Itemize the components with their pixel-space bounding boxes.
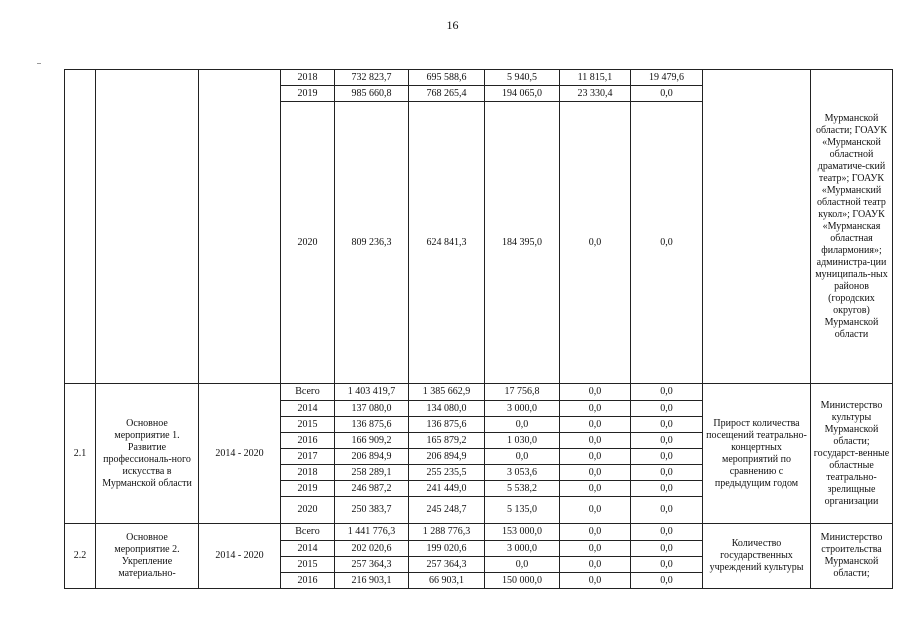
local-budget-cell: 0,0: [560, 401, 631, 417]
federal-budget-cell: 150 000,0: [485, 573, 560, 589]
total-cell: 732 823,7: [335, 70, 409, 86]
year-cell: 2020: [281, 497, 335, 524]
federal-budget-cell: 194 065,0: [485, 86, 560, 102]
other-sources-cell: 0,0: [631, 541, 703, 557]
local-budget-cell: 0,0: [560, 557, 631, 573]
local-budget-cell: 0,0: [560, 573, 631, 589]
total-cell: 250 383,7: [335, 497, 409, 524]
total-cell: 137 080,0: [335, 401, 409, 417]
local-budget-cell: 0,0: [560, 481, 631, 497]
other-sources-cell: 0,0: [631, 497, 703, 524]
local-budget-cell: 11 815,1: [560, 70, 631, 86]
year-cell: 2015: [281, 417, 335, 433]
total-cell: 216 903,1: [335, 573, 409, 589]
federal-budget-cell: 17 756,8: [485, 384, 560, 401]
total-cell: 202 020,6: [335, 541, 409, 557]
year-cell: 2019: [281, 481, 335, 497]
federal-budget-cell: 1 030,0: [485, 433, 560, 449]
federal-budget-cell: 0,0: [485, 417, 560, 433]
continued-section: [65, 70, 893, 384]
regional-budget-cell: 245 248,7: [409, 497, 485, 524]
measure-2-2: [65, 524, 893, 589]
federal-budget-cell: 3 000,0: [485, 541, 560, 557]
other-sources-cell: 0,0: [631, 384, 703, 401]
federal-budget-cell: 3 000,0: [485, 401, 560, 417]
regional-budget-cell: 1 288 776,3: [409, 524, 485, 541]
other-sources-cell: 19 479,6: [631, 70, 703, 86]
year-cell: 2015: [281, 557, 335, 573]
federal-budget-cell: 5 135,0: [485, 497, 560, 524]
regional-budget-cell: 136 875,6: [409, 417, 485, 433]
table-row: [65, 524, 893, 541]
total-cell: 166 909,2: [335, 433, 409, 449]
local-budget-cell: 23 330,4: [560, 86, 631, 102]
year-cell: 2017: [281, 449, 335, 465]
indicator-cell: Количество государственных учреждений культуры: [703, 524, 811, 589]
federal-budget-cell: 5 940,5: [485, 70, 560, 86]
local-budget-cell: 0,0: [560, 433, 631, 449]
other-sources-cell: 0,0: [631, 481, 703, 497]
local-budget-cell: 0,0: [560, 384, 631, 401]
executor-cell: Мурманской области; ГОАУК «Мурманской областной драматиче-ский театр»; ГОАУК «Мурманский областной театр кукол»; ГОАУК «Мурманская областная филармония»; администра-ции муниципаль-ных районов (городских округов) Мурманской области: [811, 70, 893, 384]
measure-2-1: [65, 384, 893, 524]
federal-budget-cell: 0,0: [485, 449, 560, 465]
table-row: [65, 70, 893, 86]
cell-empty: [65, 70, 96, 384]
local-budget-cell: 0,0: [560, 541, 631, 557]
total-cell: 809 236,3: [335, 102, 409, 384]
executor-cell: Министерство строительства Мурманской области;: [811, 524, 893, 589]
other-sources-cell: 0,0: [631, 86, 703, 102]
local-budget-cell: 0,0: [560, 102, 631, 384]
year-cell: 2018: [281, 465, 335, 481]
local-budget-cell: 0,0: [560, 449, 631, 465]
other-sources-cell: 0,0: [631, 524, 703, 541]
regional-budget-cell: 257 364,3: [409, 557, 485, 573]
year-cell: Всего: [281, 384, 335, 401]
year-cell: 2014: [281, 541, 335, 557]
year-cell: 2014: [281, 401, 335, 417]
measure-period: 2014 - 2020: [199, 384, 281, 524]
regional-budget-cell: 255 235,5: [409, 465, 485, 481]
total-cell: 258 289,1: [335, 465, 409, 481]
other-sources-cell: 0,0: [631, 433, 703, 449]
total-cell: 246 987,2: [335, 481, 409, 497]
page-number: 16: [446, 18, 459, 32]
program-table: [64, 69, 893, 589]
other-sources-cell: 0,0: [631, 557, 703, 573]
regional-budget-cell: 199 020,6: [409, 541, 485, 557]
cell-empty: [96, 70, 199, 384]
total-cell: 257 364,3: [335, 557, 409, 573]
regional-budget-cell: 624 841,3: [409, 102, 485, 384]
local-budget-cell: 0,0: [560, 417, 631, 433]
year-cell: 2019: [281, 86, 335, 102]
regional-budget-cell: 241 449,0: [409, 481, 485, 497]
federal-budget-cell: 184 395,0: [485, 102, 560, 384]
total-cell: 1 403 419,7: [335, 384, 409, 401]
federal-budget-cell: 3 053,6: [485, 465, 560, 481]
year-cell: 2016: [281, 573, 335, 589]
margin-mark: [37, 63, 41, 64]
other-sources-cell: 0,0: [631, 573, 703, 589]
year-cell: 2016: [281, 433, 335, 449]
federal-budget-cell: 5 538,2: [485, 481, 560, 497]
total-cell: 1 441 776,3: [335, 524, 409, 541]
cell-empty: [199, 70, 281, 384]
executor-cell: Министерство культуры Мурманской области; государст-венные областные театрально-зрелищные организации: [811, 384, 893, 524]
federal-budget-cell: 0,0: [485, 557, 560, 573]
total-cell: 206 894,9: [335, 449, 409, 465]
federal-budget-cell: 153 000,0: [485, 524, 560, 541]
local-budget-cell: 0,0: [560, 524, 631, 541]
year-cell: Всего: [281, 524, 335, 541]
other-sources-cell: 0,0: [631, 465, 703, 481]
total-cell: 136 875,6: [335, 417, 409, 433]
other-sources-cell: 0,0: [631, 401, 703, 417]
indicator-cell: Прирост количества посещений театрально-концертных мероприятий по сравнению с предыдущим годом: [703, 384, 811, 524]
measure-name: Основное мероприятие 2. Укрепление материально-: [96, 524, 199, 589]
other-sources-cell: 0,0: [631, 417, 703, 433]
total-cell: 985 660,8: [335, 86, 409, 102]
local-budget-cell: 0,0: [560, 465, 631, 481]
row-number: 2.1: [65, 384, 96, 524]
local-budget-cell: 0,0: [560, 497, 631, 524]
indicator-cell: [703, 70, 811, 384]
other-sources-cell: 0,0: [631, 449, 703, 465]
regional-budget-cell: 66 903,1: [409, 573, 485, 589]
row-number: 2.2: [65, 524, 96, 589]
regional-budget-cell: 134 080,0: [409, 401, 485, 417]
year-cell: 2020: [281, 102, 335, 384]
regional-budget-cell: 1 385 662,9: [409, 384, 485, 401]
regional-budget-cell: 206 894,9: [409, 449, 485, 465]
year-cell: 2018: [281, 70, 335, 86]
measure-name: Основное мероприятие 1. Развитие профессиональ-ного искусства в Мурманской области: [96, 384, 199, 524]
regional-budget-cell: 695 588,6: [409, 70, 485, 86]
regional-budget-cell: 768 265,4: [409, 86, 485, 102]
other-sources-cell: 0,0: [631, 102, 703, 384]
measure-period: 2014 - 2020: [199, 524, 281, 589]
regional-budget-cell: 165 879,2: [409, 433, 485, 449]
table-row: [65, 384, 893, 401]
